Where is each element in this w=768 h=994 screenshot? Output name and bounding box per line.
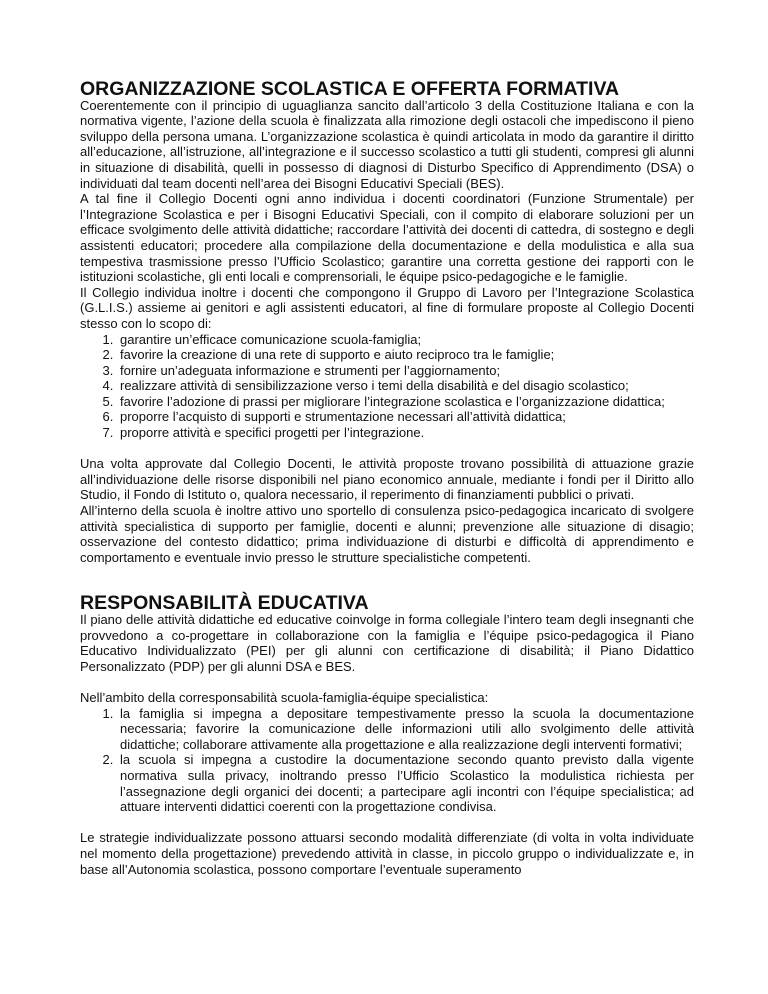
list-item: 1. garantire un’efficace comunicazione scuola-famiglia; <box>117 332 694 348</box>
paragraph: Nell’ambito della corresponsabilità scuola-famiglia-équipe specialistica: <box>80 689 489 705</box>
list-item: 5. favorire l’adozione di prassi per migliorare l’integrazione scolastica e l’organizzazione didattica; <box>117 394 694 410</box>
list-item: 7. proporre attività e specifici progetti per l’integrazione. <box>117 425 694 441</box>
document-page <box>80 78 694 877</box>
spacer <box>80 815 694 831</box>
paragraph: Le strategie individualizzate possono attuarsi secondo modalità differenziate (di volta in volta individuate nel momento della progettazione) prevedendo attività in classe, in piccolo gruppo o individualizzate e, in base all’Autonomia scolastica, possono comportare l’eventuale superamento <box>80 830 694 877</box>
paragraph: All’interno della scuola è inoltre attivo uno sportello di consulenza psico-pedagogica incaricato di svolgere attività specialistica di supporto per famiglie, docenti e alunni; prevenzione alle situazione di disagio; osservazione del contesto didattico; prima individuazione di disturbi e difficoltà di apprendimento e comportamento e eventuale invio presso le strutture specialistiche competenti. <box>80 503 694 565</box>
paragraph: A tal fine il Collegio Docenti ogni anno individua i docenti coordinatori (Funzione Strumentale) per l’Integrazione Scolastica e per i Bisogni Educativi Speciali, con il compito di elaborare soluzioni per un efficace svolgimento delle attività didattiche; raccordare l’attività dei docenti di cattedra, di sostegno e degli assistenti educatori; procedere alla compilazione della documentazione e della modulistica e alla sua tempestiva trasmissione presso l’Ufficio Scolastico; garantire una corretta gestione dei rapporti con le istituzioni scolastiche, gli enti locali e comprensoriali, le équipe psico-pedagogiche e le famiglie. <box>80 191 694 285</box>
list-item: 2. favorire la creazione di una rete di supporto e aiuto reciproco tra le famiglie; <box>117 347 694 363</box>
list-item: 6. proporre l’acquisto di supporti e strumentazione necessari all’attività didattica; <box>117 409 694 425</box>
paragraph: Coerentemente con il principio di uguaglianza sancito dall’articolo 3 della Costituzione Italiana e con la normativa vigente, l’azione della scuola è finalizzata alla rimozione degli ostacoli che impediscono il pieno sviluppo della persona umana. L’organizzazione scolastica è quindi articolata in modo da garantire il diritto all’educazione, all’istruzione, all’integrazione e il successo scolastico a tutti gli studenti, compresi gli alunni in situazione di disabilità, quelli in possesso di diagnosi di Disturbo Specifico di Apprendimento (DSA) o individuati dal team docenti nell’area dei Bisogni Educativi Speciali (BES). <box>80 97 694 191</box>
paragraph: Il piano delle attività didattiche ed educative coinvolge in forma collegiale l’intero team degli insegnanti che provvedono a co-progettare in collaborazione con la famiglia e l’équipe psico-pedagogica il Piano Educativo Individualizzato (PEI) per gli alunni con certificazione di disabilità; il Piano Didattico Personalizzato (PDP) per gli alunni DSA e BES. <box>80 612 694 674</box>
list-item: 2. la scuola si impegna a custodire la documentazione secondo quanto previsto dalla vigente normativa sulla privacy, inoltrando presso l’Ufficio Scolastico la modulistica richiesta per l’assegnazione degli organici dei docenti; a partecipare agli incontri con l’équipe specialistica; ad attuare interventi didattici coerenti con la progettazione condivisa. <box>117 752 694 814</box>
spacer <box>80 674 694 690</box>
numbered-list <box>80 706 694 815</box>
spacer <box>80 441 694 457</box>
section-title-organizzazione: ORGANIZZAZIONE SCOLASTICA E OFFERTA FORMATIVA <box>80 78 620 100</box>
paragraph: Una volta approvate dal Collegio Docenti, le attività proposte trovano possibilità di attuazione grazie all’individuazione delle risorse disponibili nel piano economico annuale, mediante i fondi per il Diritto allo Studio, il Fondo di Istituto o, qualora necessario, il reperimento di finanziamenti pubblici o privati. <box>80 456 694 503</box>
numbered-list <box>80 332 694 441</box>
list-item: 1. la famiglia si impegna a depositare tempestivamente presso la scuola la documentazione necessaria; favorire la comunicazione delle informazioni utili allo svolgimento delle attività didattiche; collaborare attivamente alla progettazione e alla realizzazione degli interventi formativi; <box>117 706 694 753</box>
list-item: 4. realizzare attività di sensibilizzazione verso i temi della disabilità e del disagio scolastico; <box>117 378 694 394</box>
list-item: 3. fornire un’adeguata informazione e strumenti per l’aggiornamento; <box>117 363 694 379</box>
section-title-responsabilita: RESPONSABILITÀ EDUCATIVA <box>80 592 369 615</box>
paragraph: Il Collegio individua inoltre i docenti che compongono il Gruppo di Lavoro per l’Integrazione Scolastica (G.L.I.S.) assieme ai genitori e agli assistenti educatori, al fine di formulare proposte al Collegio Docenti stesso con lo scopo di: <box>80 284 694 331</box>
